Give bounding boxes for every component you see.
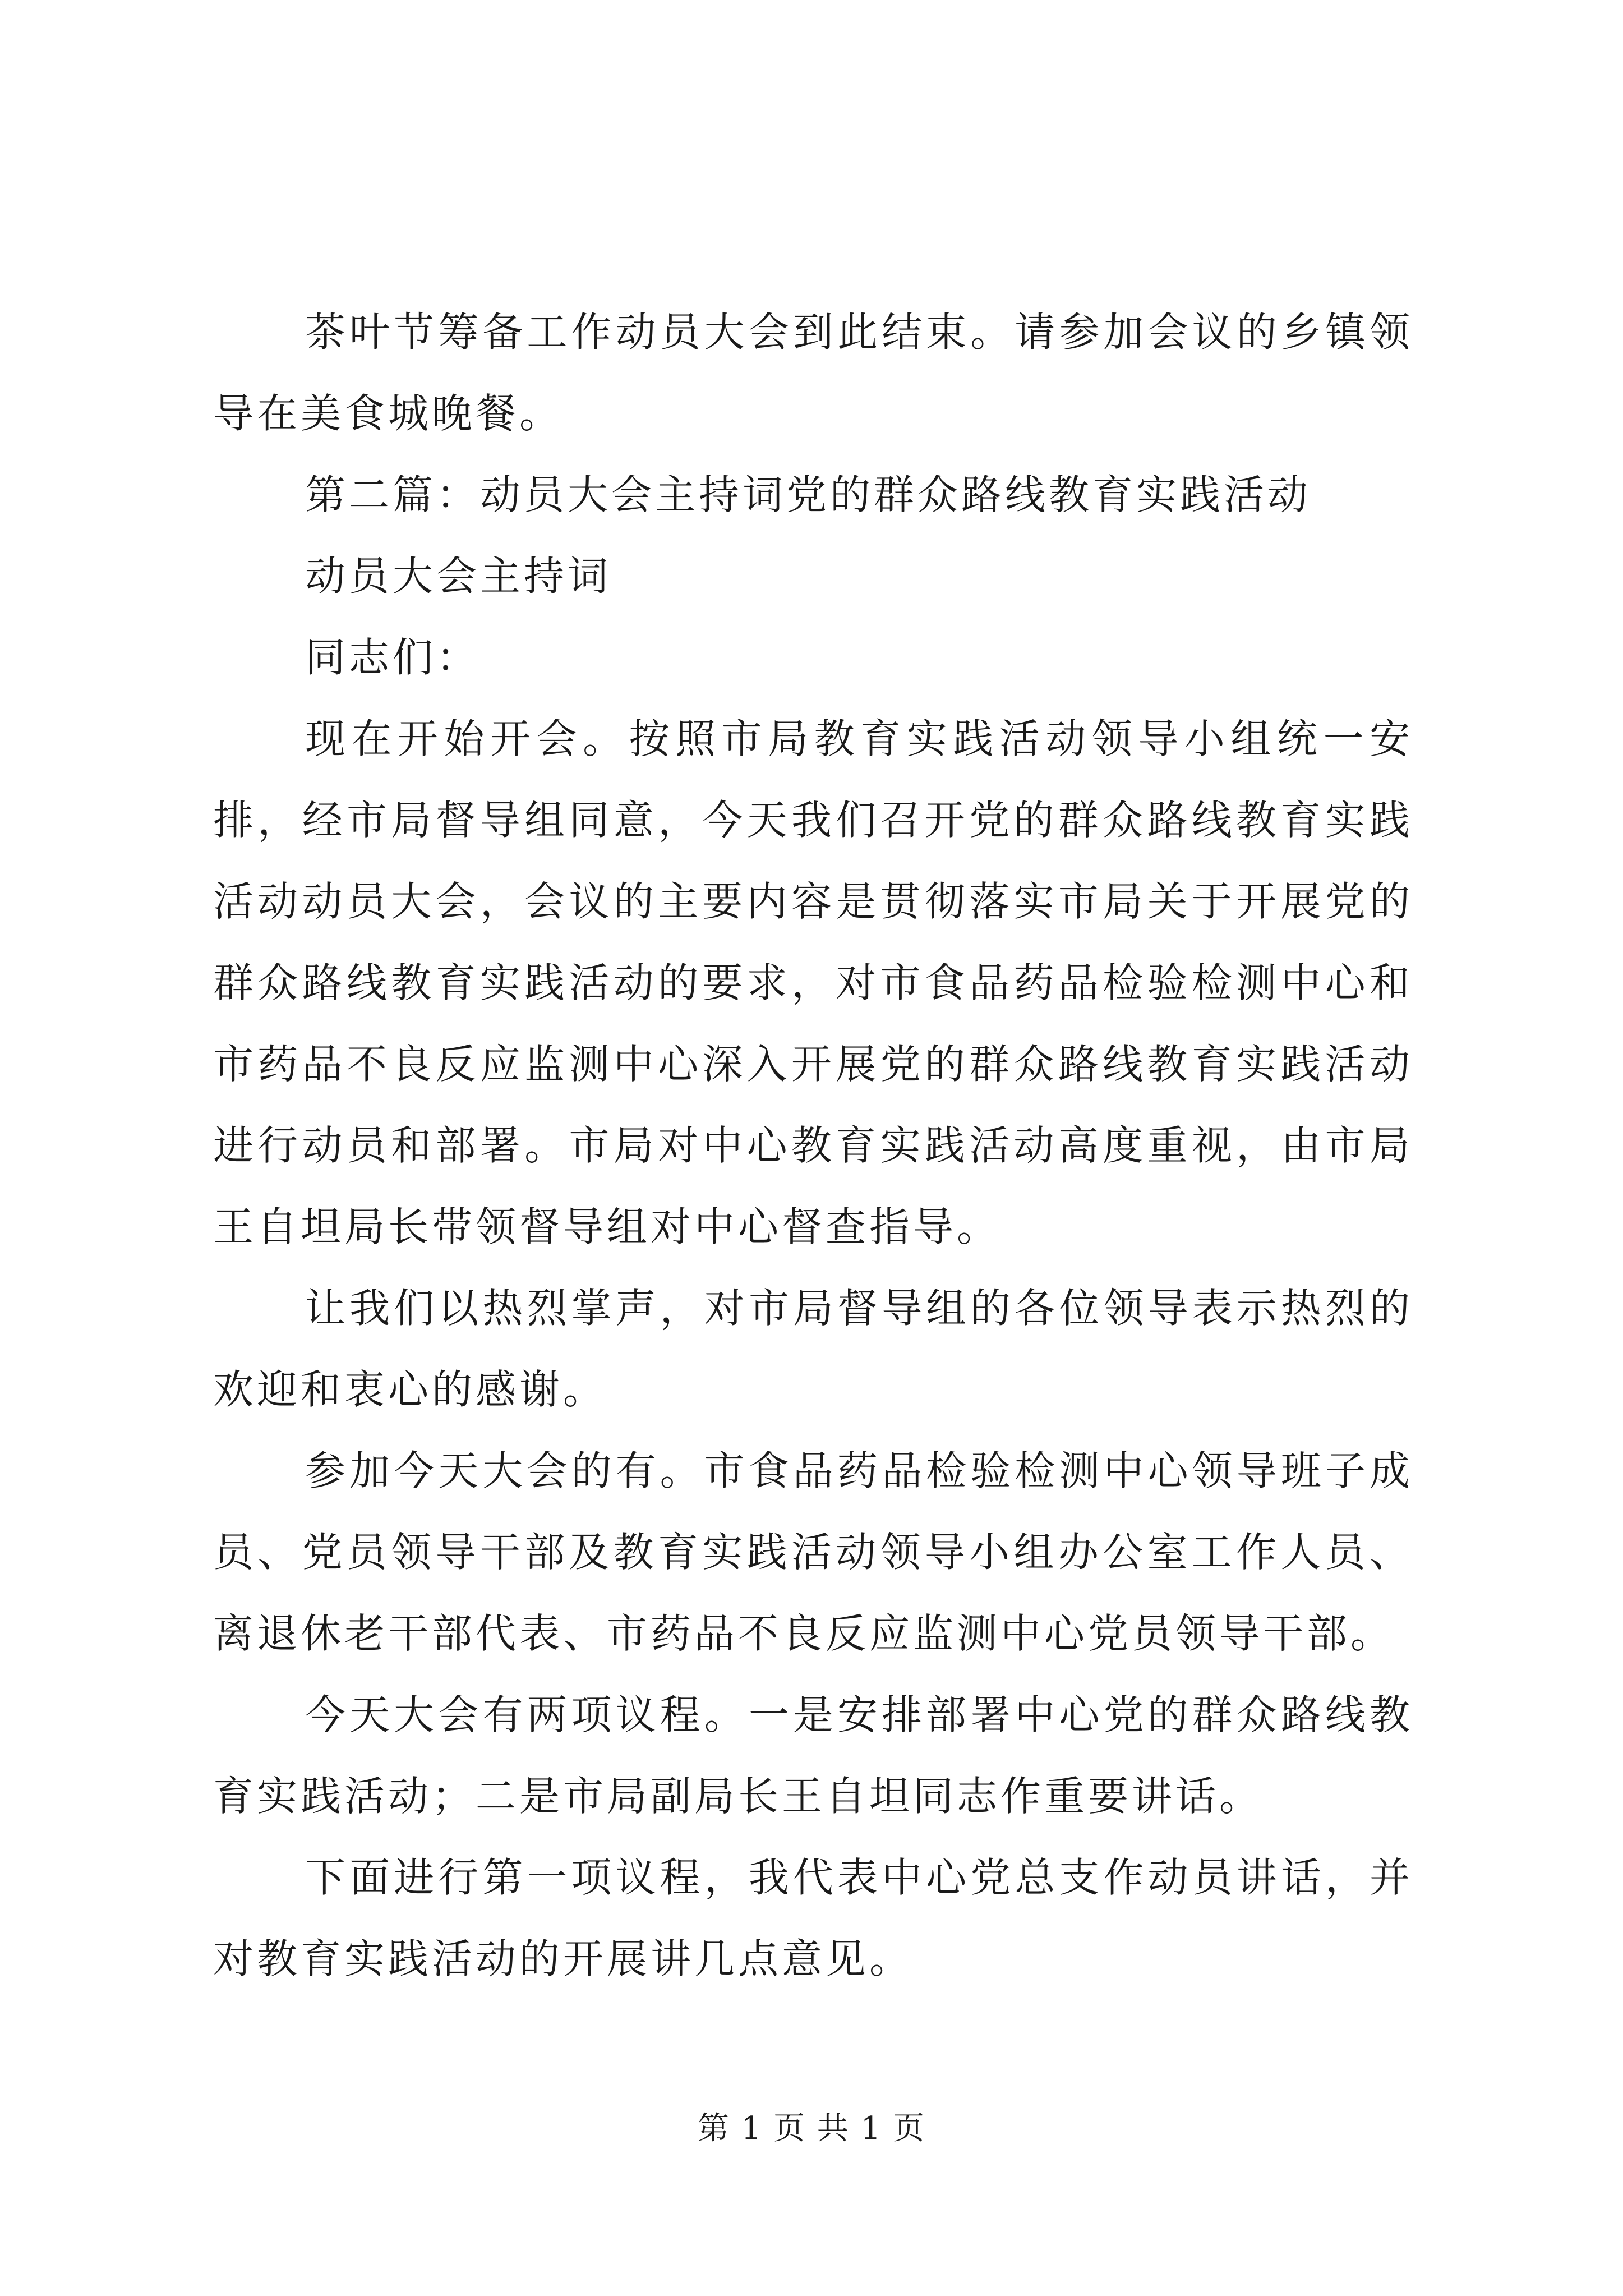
welcome-paragraph: 让我们以热烈掌声，对市局督导组的各位领导表示热烈的欢迎和衷心的感谢。 — [213, 1285, 1413, 1413]
first-item-paragraph: 下面进行第一项议程，我代表中心党总支作动员讲话，并对教育实践活动的开展讲几点意见。 — [213, 1854, 1413, 1982]
section-heading: 第二篇：动员大会主持词党的群众路线教育实践活动 — [305, 471, 1312, 518]
closing-paragraph: 茶叶节筹备工作动员大会到此结束。请参加会议的乡镇领导在美食城晚餐。 — [213, 309, 1413, 437]
attendees-paragraph: 参加今天大会的有。市食品药品检验检测中心领导班子成员、党员领导干部及教育实践活动领导小组办公室工作人员、离退休老干部代表、市药品不良反应监测中心党员领导干部。 — [213, 1447, 1413, 1657]
opening-paragraph: 现在开始开会。按照市局教育实践活动领导小组统一安排，经市局督导组同意，今天我们召开党的群众路线教育实践活动动员大会，会议的主要内容是贯彻落实市局关于开展党的群众路线教育实践活动的要求，对市食品药品检验检测中心和市药品不良反应监测中心深入开展党的群众路线教育实践活动进行动员和部署。市局对中心教育实践活动高度重视，由市局王自坦局长带领督导组对中心督查指导。 — [213, 715, 1413, 1250]
speech-title: 动员大会主持词 — [305, 553, 612, 600]
document-body — [213, 292, 1413, 2000]
page-footer: 第 1 页 共 1 页 — [697, 2110, 926, 2147]
salutation: 同志们： — [305, 634, 481, 681]
agenda-paragraph: 今天大会有两项议程。一是安排部署中心党的群众路线教育实践活动；二是市局副局长王自坦同志作重要讲话。 — [213, 1691, 1413, 1820]
